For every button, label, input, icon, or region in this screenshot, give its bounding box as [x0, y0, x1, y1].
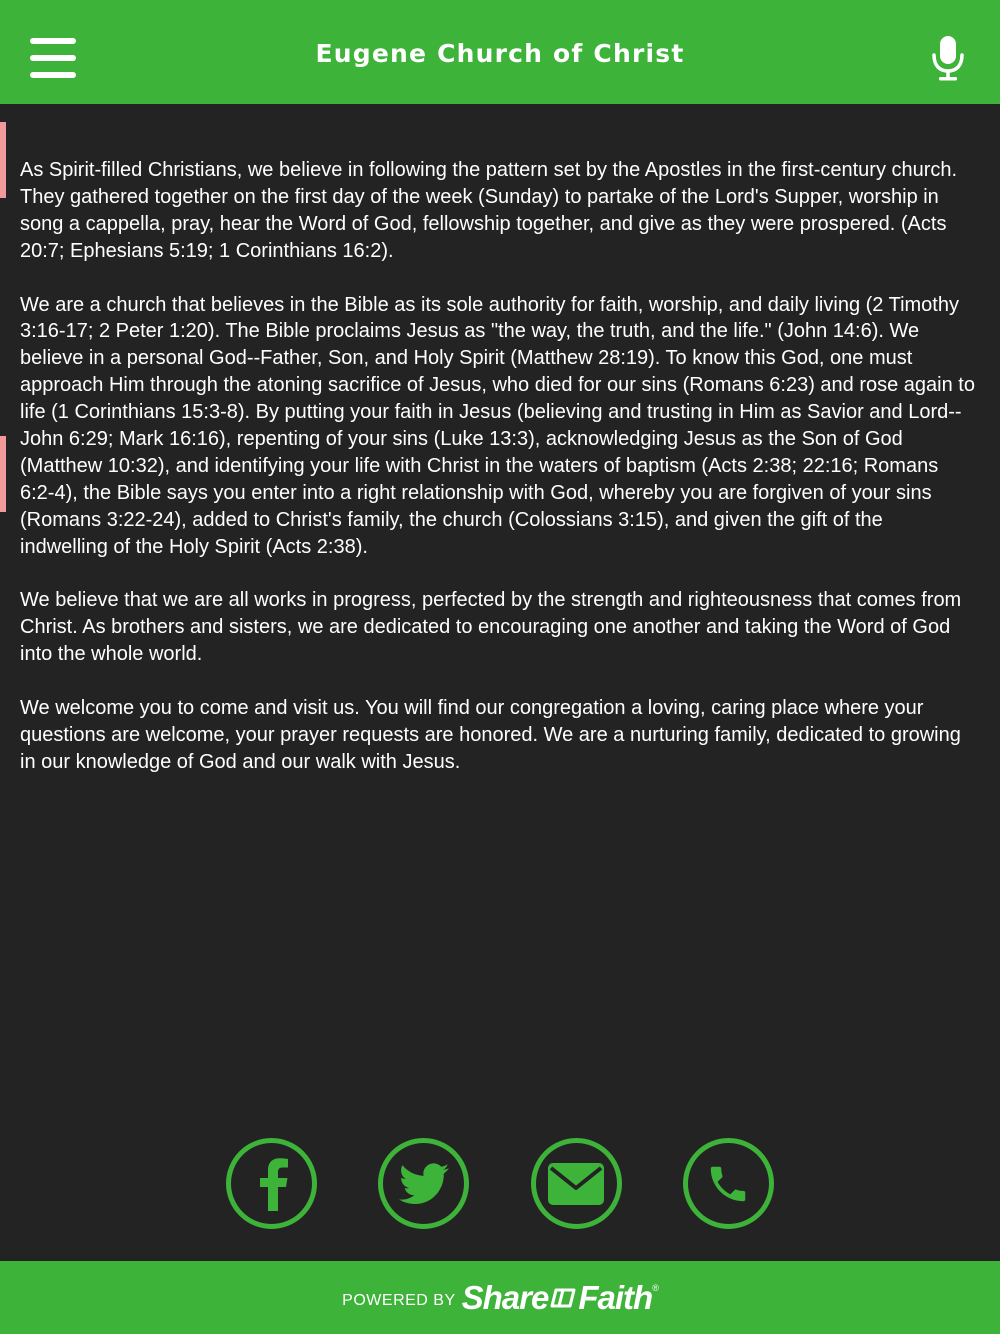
highlight-marker: [0, 436, 6, 512]
microphone-icon[interactable]: [930, 34, 966, 82]
paragraph-welcome: We welcome you to come and visit us. You will find our congregation a loving, caring place where your questions are welcome, your prayer requests are honored. We are a nurturing family, dedicated to growing in our knowledge of God and our walk with Jesus.: [20, 697, 961, 773]
twitter-icon: [399, 1163, 449, 1205]
twitter-button[interactable]: [378, 1138, 469, 1229]
facebook-button[interactable]: [226, 1138, 317, 1229]
highlight-marker: [0, 122, 6, 198]
paragraph-beliefs: We are a church that believes in the Bible as its sole authority for faith, worship, and daily living (2 Timothy 3:16-17; 2 Peter 1:20). The Bible proclaims Jesus as "the way, the truth, and the life." (John 14:6). We believe in a personal God--Father, Son, and Holy Spirit (Matthew 28:19). To know this God, one must approach Him through the atoning sacrifice of Jesus, who died for our sins (Romans 6:23) and rose again to life (1 Corinthians 15:3-8). By putting your faith in Jesus (believing and trusting in Him as Savior and Lord--John 6:29; Mark 16:16), repenting of your sins (Luke 13:3), acknowledging Jesus as the Son of God (Matthew 10:32), and identifying your life with Christ in the waters of baptism (Acts 2:38; 22:16; Romans 6:2-4), the Bible says you enter into a right relationship with God, whereby you are forgiven of your sins (Romans 3:22-24), added to Christ's family, the church (Colossians 3:15), and given the gift of the indwelling of the Holy Spirit (Acts 2:38).: [20, 293, 975, 558]
facebook-icon: [250, 1156, 294, 1212]
sharefaith-logo[interactable]: [462, 1279, 658, 1317]
hamburger-menu-icon[interactable]: [30, 38, 76, 78]
footer-bar: [0, 1261, 1000, 1334]
phone-icon: [705, 1161, 751, 1207]
brand-part1: Share: [461, 1278, 549, 1316]
powered-by-label: POWERED BY: [342, 1291, 456, 1309]
paragraph-pattern: As Spirit-filled Christians, we believe in following the pattern set by the Apostles in the first-century church. They gathered together on the first day of the week (Sunday) to partake of the Lord's Supper, worship in song a cappella, pray, hear the Word of God, fellowship together, and give as they were prospered. (Acts 20:7; Ephesians 5:19; 1 Corinthians 16:2).: [20, 159, 958, 262]
about-text: [20, 157, 975, 803]
paragraph-progress: We believe that we are all works in progress, perfected by the strength and righteousness that comes from Christ. As brothers and sisters, we are dedicated to encouraging one another and taking the Word of God into the whole world.: [20, 589, 962, 666]
registered-mark: ®: [652, 1282, 658, 1293]
top-bar: [0, 0, 1000, 104]
sharefaith-logo-icon: [550, 1286, 576, 1310]
email-button[interactable]: [531, 1138, 622, 1229]
page-title: Eugene Church of Christ: [315, 38, 685, 68]
email-icon: [547, 1162, 605, 1206]
social-links: [226, 1138, 774, 1230]
brand-part2: Faith: [578, 1278, 653, 1316]
phone-button[interactable]: [683, 1138, 774, 1229]
